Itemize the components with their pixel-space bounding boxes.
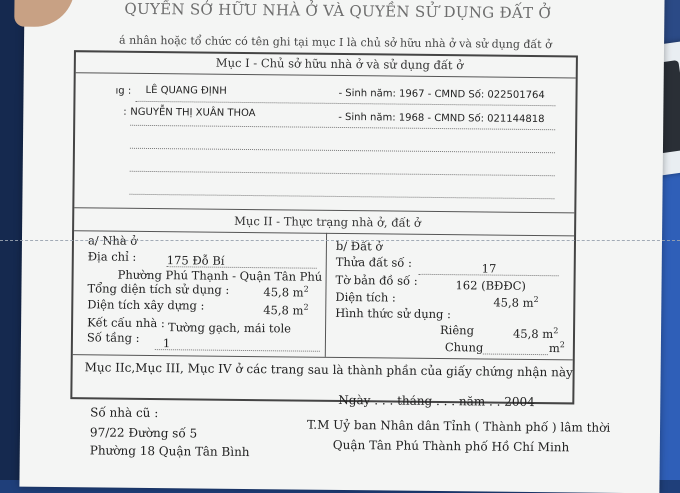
blank-line-2 (130, 171, 555, 176)
section1-rule (76, 72, 576, 78)
dashed-guide (0, 240, 680, 241)
shared-label: Chung (444, 340, 484, 355)
owner1-line (135, 101, 555, 106)
land-area-value: 45,8 $m^2$ (493, 295, 539, 310)
private-label: Riêng (439, 323, 475, 338)
floors-value: 1 (162, 336, 171, 351)
authority-line1: T.M Uỷ ban Nhân dân Tỉnh ( Thành phố ) lâm thời (306, 417, 611, 435)
build-area-value: 45,8 $m^2$ (263, 302, 309, 318)
owner2-info: - Sinh năm: 1968 - CMND Số: 021144818 (338, 111, 545, 126)
owner1-info: - Sinh năm: 1967 - CMND Số: 022501764 (338, 87, 545, 102)
owner2-name: NGUYỄN THỊ XUÂN THOA (130, 106, 256, 120)
section2-top-rule (74, 207, 574, 213)
structure-value: Tường gạch, mái tole (168, 320, 292, 336)
build-area-label: Diện tích xây dựng : (87, 297, 205, 313)
finger (14, 0, 75, 27)
certificate-page (19, 0, 664, 493)
blank-line-3 (129, 194, 554, 199)
note-rule (73, 354, 573, 360)
structure-label: Kết cấu nhà : (87, 315, 165, 331)
plot-value: 17 (481, 261, 497, 276)
use-label: Hình thức sử dụng : (335, 305, 452, 322)
authority-line2: Quận Tân Phú Thành phố Hồ Chí Minh (332, 437, 570, 455)
house-heading: a/ Nhà ở (87, 233, 138, 248)
map-value: 162 (BĐĐC) (455, 278, 527, 293)
land-area-label: Diện tích : (335, 289, 396, 305)
old-address-line1: 97/22 Đường số 5 (89, 425, 198, 441)
owner2-prefix: : (123, 106, 127, 118)
address-line2: Phường Phú Thạnh - Quận Tân Phú (117, 267, 323, 284)
document-title: QUYỀN SỞ HỮU NHÀ Ở VÀ QUYỀN SỬ DỤNG ĐẤT Ở (124, 0, 552, 23)
private-value: 45,8 $m^2$ (512, 326, 559, 342)
owner1-prefix: ıg : (115, 85, 132, 97)
shared-line (483, 353, 548, 355)
old-number-label: Số nhà cũ : (90, 405, 159, 421)
shared-value: $m^2$ (548, 340, 565, 356)
certificate-frame (70, 50, 578, 404)
old-address-line2: Phường 18 Quận Tân Bình (89, 443, 250, 460)
total-area-value: 45,8 $m^2$ (263, 284, 309, 300)
continuation-note: Mục IIc,Mục III, Mục IV ở các trang sau là thành phần của giấy chứng nhận này (84, 360, 573, 380)
floors-label: Số tầng : (86, 330, 140, 345)
plot-label: Thửa đất số : (335, 254, 412, 270)
owner2-line (130, 125, 555, 130)
address-label: Địa chỉ : (87, 249, 137, 264)
blank-line-1 (130, 148, 555, 153)
land-heading: b/ Đất ở (335, 238, 383, 254)
section2-rule (74, 230, 574, 236)
column-divider (325, 233, 327, 357)
plot-line (419, 274, 559, 276)
issue-date: Ngày . . . tháng . . . năm . . 2004 (338, 392, 535, 410)
owner1-name: LÊ QUANG ĐỊNH (145, 84, 227, 97)
section1-title: Mục I - Chủ sở hữu nhà ở và sử dụng đất ở (215, 55, 464, 73)
section2-title: Mục II - Thực trạng nhà ở, đất ở (234, 213, 421, 230)
address-value: 175 Đỗ Bí (166, 253, 225, 268)
floors-line (155, 349, 320, 352)
total-area-label: Tổng diện tích sử dụng : (87, 281, 230, 297)
map-label: Tờ bản đồ số : (335, 272, 418, 288)
document-subline: á nhân hoặc tổ chức có tên ghi tại mục I là chủ sở hữu nhà ở và sử dụng đất ở (119, 33, 552, 52)
